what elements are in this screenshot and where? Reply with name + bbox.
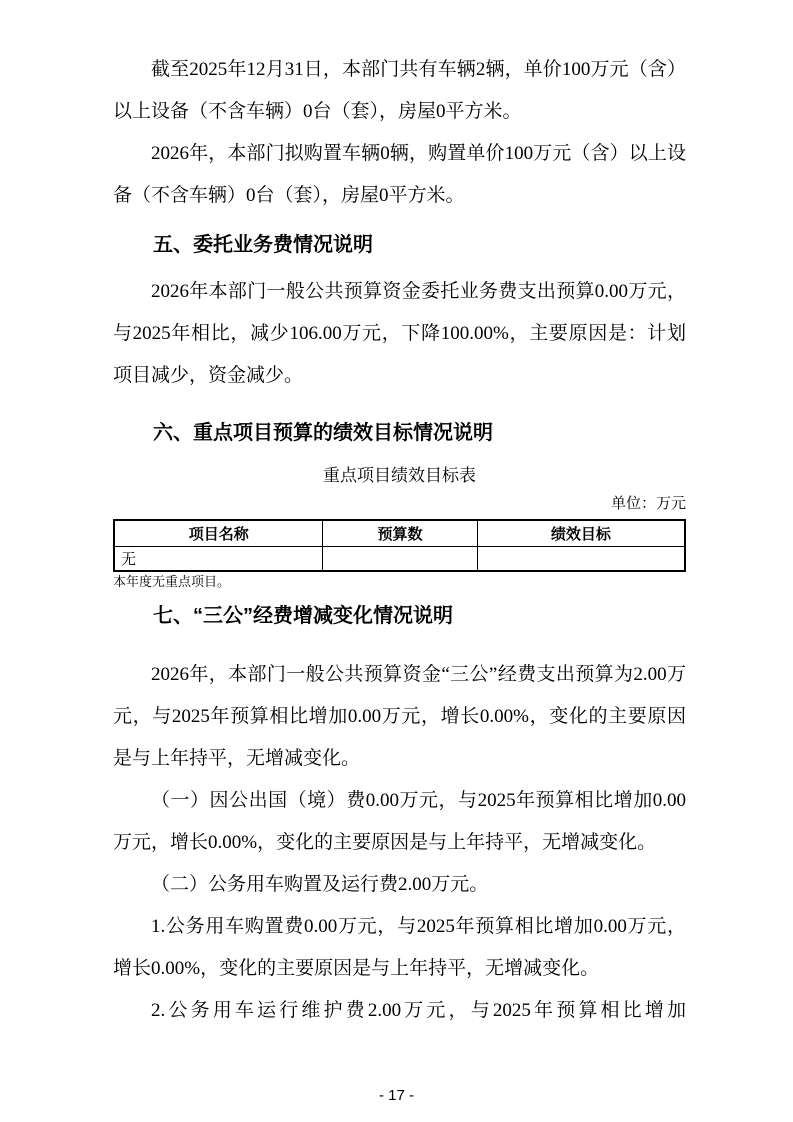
table-header-project-name: 项目名称 bbox=[114, 520, 323, 547]
section-7-paragraph-vehicle: （二）公务用车购置及运行费2.00万元。 bbox=[151, 874, 489, 895]
table-cell-project-name: 无 bbox=[114, 547, 323, 572]
table-cell-performance-target bbox=[477, 547, 685, 572]
unit-label: 单位：万元 bbox=[610, 496, 686, 512]
table-header-performance-target: 绩效目标 bbox=[477, 520, 685, 547]
intro-paragraph-planned-purchase: 2026年，本部门拟购置车辆0辆，购置单价100万元（含）以上设备（不含车辆）0台（套），房屋0平方米。 bbox=[113, 143, 686, 206]
section-7-paragraph-vehicle-maintenance: 2.公务用车运行维护费2.00万元，与2025年预算相比增加 bbox=[151, 1000, 686, 1021]
document-content bbox=[113, 49, 686, 1032]
intro-paragraph-assets: 截至2025年12月31日，本部门共有车辆2辆，单价100万元（含）以上设备（不含车辆）0台（套），房屋0平方米。 bbox=[113, 59, 686, 122]
table-cell-budget-amount bbox=[323, 547, 477, 572]
table-note: 本年度无重点项目。 bbox=[113, 574, 231, 589]
section-7-heading: 七、“三公”经费增减变化情况说明 bbox=[153, 605, 453, 627]
section-5-paragraph: 2026年本部门一般公共预算资金委托业务费支出预算0.00万元，与2025年相比，减少106.00万元，下降100.00%，主要原因是：计划项目减少，资金减少。 bbox=[113, 281, 686, 386]
table-header-budget-amount: 预算数 bbox=[323, 520, 477, 547]
section-7-paragraph-abroad: （一）因公出国（境）费0.00万元，与2025年预算相比增加0.00万元，增长0.00%，变化的主要原因是与上年持平，无增减变化。 bbox=[113, 790, 686, 853]
section-7-paragraph-total: 2026年，本部门一般公共预算资金“三公”经费支出预算为2.00万元，与2025年预算相比增加0.00万元，增长0.00%，变化的主要原因是与上年持平，无增减变化。 bbox=[113, 664, 686, 769]
page-number: - 17 - bbox=[378, 1087, 414, 1104]
performance-target-table bbox=[113, 519, 686, 572]
performance-table-title: 重点项目绩效目标表 bbox=[323, 466, 476, 485]
section-6-heading: 六、重点项目预算的绩效目标情况说明 bbox=[153, 422, 493, 444]
table-row bbox=[114, 547, 685, 572]
section-5-heading: 五、委托业务费情况说明 bbox=[153, 234, 373, 256]
section-7-paragraph-vehicle-purchase: 1.公务用车购置费0.00万元，与2025年预算相比增加0.00万元，增长0.00%，变化的主要原因是与上年持平，无增减变化。 bbox=[113, 916, 686, 979]
table-header-row bbox=[114, 520, 685, 547]
